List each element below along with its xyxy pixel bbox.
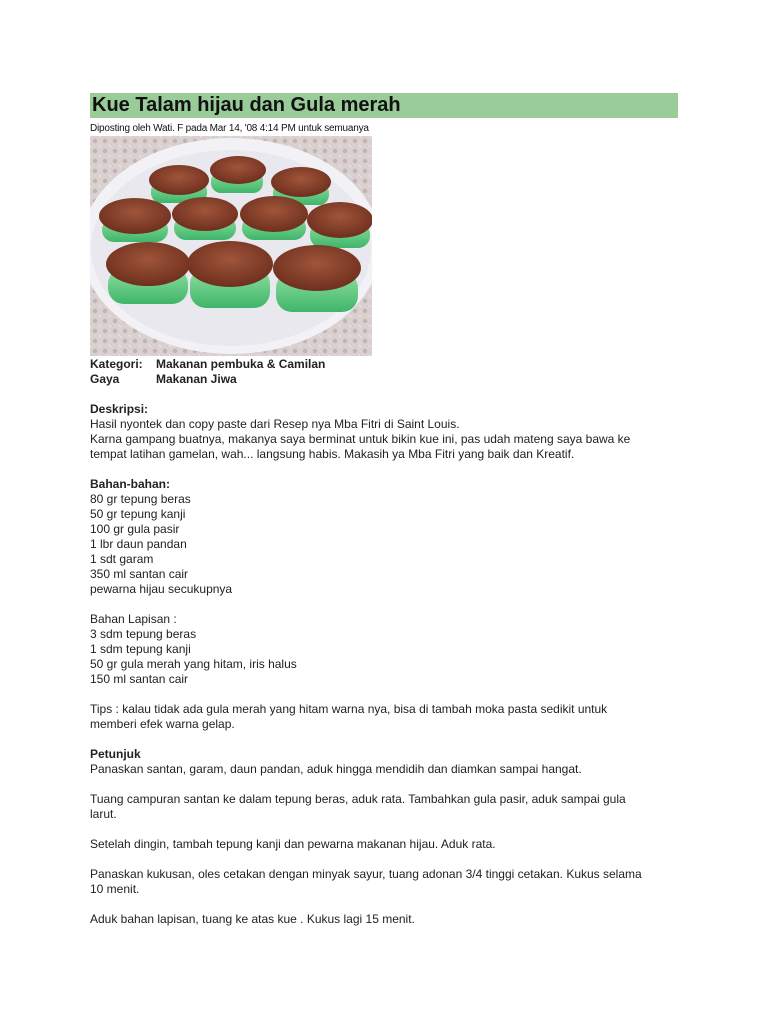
post-byline: Diposting oleh Wati. F pada Mar 14, '08 4:14 PM untuk semuanya — [90, 123, 369, 134]
ingredient-item: 1 lbr daun pandan — [90, 537, 187, 551]
meta-key: Gaya — [90, 372, 120, 386]
step-line: Panaskan santan, garam, daun pandan, aduk hingga mendidih dan diamkan sampai hangat. — [90, 762, 582, 776]
tips-line: memberi efek warna gelap. — [90, 717, 235, 731]
step-line: Panaskan kukusan, oles cetakan dengan minyak sayur, tuang adonan 3/4 tinggi cetakan. Kukus selama — [90, 867, 642, 881]
meta-key: Kategori: — [90, 357, 143, 371]
page-title: Kue Talam hijau dan Gula merah — [90, 93, 678, 118]
step-line: 10 menit. — [90, 882, 140, 896]
deskripsi-heading: Deskripsi: — [90, 402, 149, 416]
ingredient-item: 50 gr tepung kanji — [90, 507, 186, 521]
ingredient-item: 100 gr gula pasir — [90, 522, 180, 536]
deskripsi-line: tempat latihan gamelan, wah... langsung habis. Makasih ya Mba Fitri yang baik dan Kreatif. — [90, 447, 575, 461]
step-line: Aduk bahan lapisan, tuang ke atas kue . Kukus lagi 15 menit. — [90, 912, 415, 926]
step-line: Tuang campuran santan ke dalam tepung beras, aduk rata. Tambahkan gula pasir, aduk sampai gula — [90, 792, 626, 806]
deskripsi-line: Karna gampang buatnya, makanya saya berminat untuk bikin kue ini, pas udah mateng saya bawa ke — [90, 432, 631, 446]
ingredient-item: 80 gr tepung beras — [90, 492, 191, 506]
tips-line: Tips : kalau tidak ada gula merah yang hitam warna nya, bisa di tambah moka pasta sedikit untuk — [90, 702, 608, 716]
recipe-meta — [90, 357, 678, 387]
lapisan-heading: Bahan Lapisan : — [90, 612, 177, 626]
lapisan-item: 50 gr gula merah yang hitam, iris halus — [90, 657, 297, 671]
recipe-page — [90, 93, 678, 927]
recipe-body — [90, 387, 678, 927]
meta-value: Makanan Jiwa — [156, 372, 237, 386]
cake-photo — [90, 136, 372, 356]
ingredient-item: pewarna hijau secukupnya — [90, 582, 233, 596]
meta-row-kategori — [90, 357, 678, 372]
meta-value: Makanan pembuka & Camilan — [156, 357, 326, 371]
lapisan-item: 1 sdm tepung kanji — [90, 642, 191, 656]
ingredient-item: 350 ml santan cair — [90, 567, 189, 581]
meta-row-gaya — [90, 372, 678, 387]
lapisan-item: 150 ml santan cair — [90, 672, 189, 686]
lapisan-item: 3 sdm tepung beras — [90, 627, 197, 641]
bahan-heading: Bahan-bahan: — [90, 477, 171, 491]
step-line: Setelah dingin, tambah tepung kanji dan pewarna makanan hijau. Aduk rata. — [90, 837, 496, 851]
ingredient-item: 1 sdt garam — [90, 552, 154, 566]
step-line: larut. — [90, 807, 117, 821]
deskripsi-line: Hasil nyontek dan copy paste dari Resep nya Mba Fitri di Saint Louis. — [90, 417, 460, 431]
petunjuk-heading: Petunjuk — [90, 747, 141, 761]
